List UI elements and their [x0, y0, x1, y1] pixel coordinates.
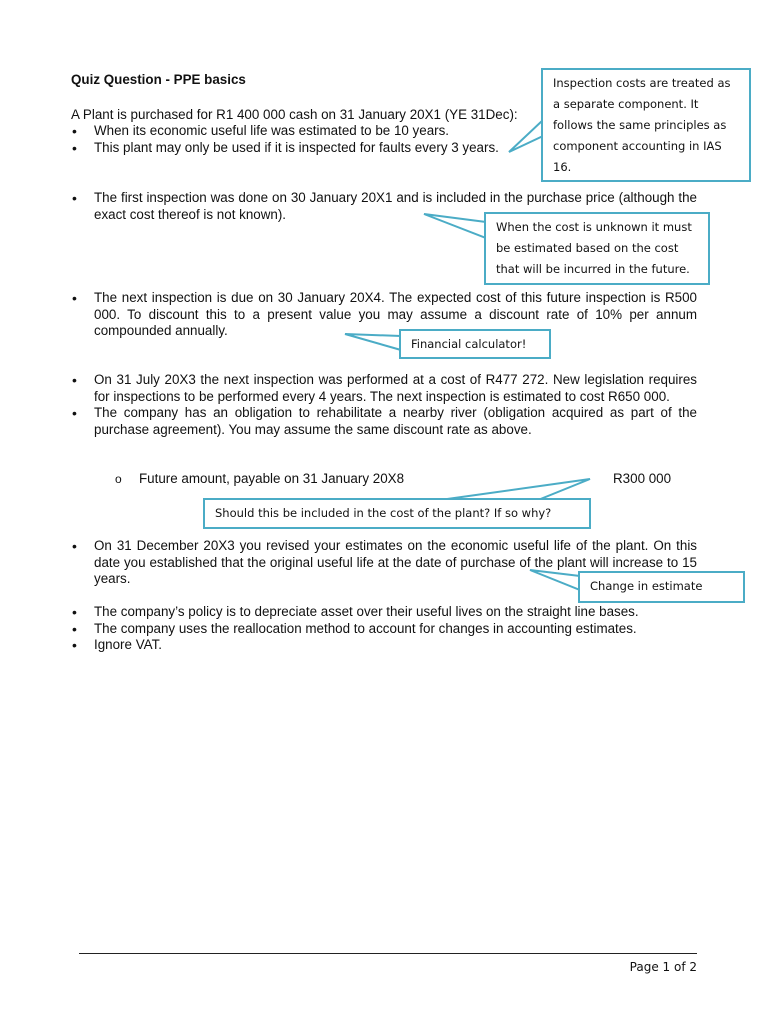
- pointer-estimate: [424, 214, 486, 238]
- future-amount-value: R300 000: [613, 471, 672, 486]
- intro-text: A Plant is purchased for R1 400 000 cash on 31 January 20X1 (YE 31Dec):: [71, 107, 518, 122]
- quiz-title: Quiz Question - PPE basics: [71, 72, 246, 87]
- future-amount-label: Future amount, payable on 31 January 20X8: [139, 471, 405, 486]
- pointer-include: [440, 479, 590, 500]
- callout-component-note: Inspection costs are treated as a separate component. It follows the same principles as component accounting in IAS 16.: [541, 68, 751, 182]
- pointer-calculator: [345, 334, 401, 350]
- callout-estimate-note: When the cost is unknown it must be estimated based on the cost that will be incurred in the future.: [484, 212, 710, 285]
- footer-rule: [79, 953, 697, 954]
- bullet-item: • The next inspection is due on 30 January 20X4. The expected cost of this future inspection is R500 000. To discount this to a present value you may assume a discount rate of 10% per annum compounded annually.: [71, 290, 697, 340]
- bullet-item: • The company has an obligation to rehabilitate a nearby river (obligation acquired as part of the purchase agreement). You may assume the same discount rate as above.: [71, 405, 697, 438]
- bullet-item: • On 31 July 20X3 the next inspection was performed at a cost of R477 272. New legislation requires for inspections to be performed every 4 years. The next inspection is estimated to cost R650 000.: [71, 372, 697, 405]
- callout-calculator-note: Financial calculator!: [399, 329, 551, 359]
- bullet-item: • The first inspection was done on 30 January 20X1 and is included in the purchase price (although the exact cost thereof is not known).: [71, 190, 697, 223]
- bullet-item: • The company uses the reallocation method to account for changes in accounting estimates.: [71, 621, 697, 638]
- pointer-components: [509, 120, 543, 152]
- sub-bullet-marker: o: [115, 472, 122, 486]
- bullet-item: • When its economic useful life was estimated to be 10 years.: [71, 123, 697, 140]
- bullet-item: • On 31 December 20X3 you revised your estimates on the economic useful life of the plant. On this date you established that the original useful life at the date of purchase of the plant will increase to 15 years.: [71, 538, 697, 588]
- pointer-change: [530, 570, 580, 590]
- bullet-item: • Ignore VAT.: [71, 637, 697, 654]
- bullet-item: • The company’s policy is to depreciate asset over their useful lives on the straight line bases.: [71, 604, 697, 621]
- callout-include-note: Should this be included in the cost of the plant? If so why?: [203, 498, 591, 529]
- bullet-item: • This plant may only be used if it is inspected for faults every 3 years.: [71, 140, 697, 157]
- page-number: Page 1 of 2: [629, 960, 697, 974]
- callout-change-note: Change in estimate: [578, 571, 745, 603]
